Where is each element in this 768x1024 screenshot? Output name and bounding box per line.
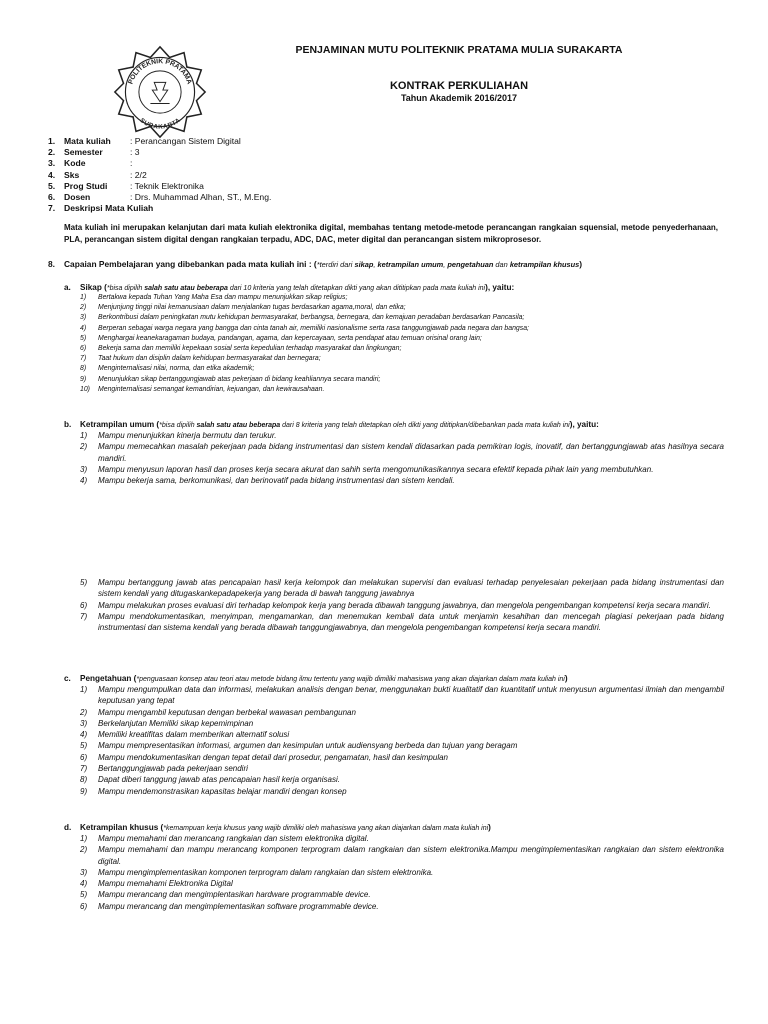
section-letter: c. xyxy=(64,674,71,683)
note-text: *bisa dipilih xyxy=(159,422,197,429)
list-item xyxy=(80,375,724,385)
list-item-text: Menjunjung tinggi nilai kemanusiaan dalam menjalankan tugas berdasarkan agama,moral, dan etika; xyxy=(98,304,406,312)
list-item xyxy=(80,878,724,889)
section-sikap xyxy=(64,283,724,395)
list-item-number: 9) xyxy=(80,786,88,796)
list-item xyxy=(80,611,724,634)
capaian-note xyxy=(316,259,583,269)
info-label: Sks xyxy=(64,169,80,180)
list-item-number: 2) xyxy=(80,845,88,855)
info-num: 4. xyxy=(48,169,56,180)
info-row xyxy=(48,181,728,192)
list-item-text: Berperan sebagai warga negara yang bangga dan cinta tanah air, memiliki nasionalisme serta rasa tanggungjawab pada negara dan bangsa; xyxy=(98,324,529,332)
list-item xyxy=(80,707,724,718)
list-item-number: 5) xyxy=(80,890,88,900)
course-info xyxy=(48,136,728,214)
list-item-number: 1) xyxy=(80,431,88,440)
list-item-text: Mampu memahami dan merancang rangkaian dan sistem elektronika digital. xyxy=(98,834,369,843)
capaian-heading xyxy=(48,259,728,269)
info-num: 2. xyxy=(48,147,56,158)
section-note xyxy=(159,422,570,429)
list-item-text: Menginternalisasi nilai, norma, dan etika akademik; xyxy=(98,365,255,373)
list-item-number: 5) xyxy=(80,334,87,342)
list-item-number: 3) xyxy=(80,867,88,877)
info-label: Kode xyxy=(64,158,86,169)
section-note xyxy=(107,285,485,292)
list-item-text: Mampu mengumpulkan data dan informasi, melakukan analisis dengan benar, menggunakan bukti kualitatif dan kuantitatif untuk menyusun argumentasi ilmiah dan mengambil keputusan yang tepat xyxy=(98,685,724,706)
section-suffix: ), yaitu: xyxy=(485,283,515,292)
info-row xyxy=(48,136,728,147)
info-num: 6. xyxy=(48,191,56,202)
info-num: 1. xyxy=(48,136,56,146)
info-num: 7. xyxy=(48,203,56,214)
section-ketrampilan-khusus xyxy=(64,823,724,912)
note-bold: pengetahuan xyxy=(447,260,494,269)
list-item xyxy=(80,786,724,797)
list-item-text: Mampu mendemonstrasikan kapasitas belajar mandiri dengan konsep xyxy=(98,786,347,796)
list-item xyxy=(80,889,724,900)
ketrampilan-khusus-list xyxy=(80,833,724,912)
list-item-text: Mampu mendokumentasikan, menyimpan, mengamankan, dan menemukan kembali data untuk menjamin kesahihan dan mencegah plagiasi pekerjaan pada bidang instrumentasi dan sistema kendali yang berada dibawah tanggungjawabnya, dan mengelola pengembangan kompetensi kerja secara mandiri. xyxy=(98,611,724,633)
section-title: Ketrampilan khusus ( xyxy=(80,823,164,832)
list-item xyxy=(80,324,724,334)
list-item-text: Memiliki kreatifitas dalam memberikan alternatif solusi xyxy=(98,730,290,740)
list-item-number: 7) xyxy=(80,611,88,621)
list-item-number: 5) xyxy=(80,741,88,751)
list-item-number: 4) xyxy=(80,879,88,889)
academic-year: Tahun Akademik 2016/2017 xyxy=(400,93,518,103)
list-item xyxy=(80,334,724,344)
list-item-number: 3) xyxy=(80,314,87,322)
note-text: , xyxy=(443,260,448,269)
list-item-number: 1) xyxy=(80,685,88,694)
list-item-text: Menunjukkan sikap bertanggungjawab atas pekerjaan di bidang keahliannya secara mandiri; xyxy=(98,375,381,383)
list-item xyxy=(80,344,724,354)
note-text: , xyxy=(373,260,378,269)
note-bold: ketrampilan khusus xyxy=(509,260,580,269)
list-item-number: 6) xyxy=(80,345,87,353)
list-item xyxy=(80,354,724,364)
list-item xyxy=(80,833,724,844)
list-item-number: 3) xyxy=(80,718,88,728)
list-item xyxy=(80,303,724,313)
capaian-text: Capaian Pembelajaran yang dibebankan pada mata kuliah ini : ( xyxy=(64,259,317,269)
section-ketrampilan-umum-continued xyxy=(64,576,724,633)
sikap-list xyxy=(80,293,724,395)
section-letter: b. xyxy=(64,420,72,429)
list-item xyxy=(80,774,724,785)
section-suffix: ), yaitu: xyxy=(569,420,599,429)
info-row xyxy=(48,192,728,203)
list-item xyxy=(80,867,724,878)
list-item-number: 9) xyxy=(80,375,87,383)
list-item xyxy=(80,684,724,707)
list-item xyxy=(80,763,724,774)
list-item-text: Mampu memahami Elektronika Digital xyxy=(98,879,233,889)
list-item xyxy=(80,752,724,763)
info-label: Dosen xyxy=(64,191,91,202)
section-letter: d. xyxy=(64,823,72,832)
list-item-number: 7) xyxy=(80,355,87,363)
list-item-text: Berkontribusi dalam peningkatan mutu kehidupan bermasyarakat, berbangsa, bernegara, dan kemajuan peradaban berdasarkan Pancasila; xyxy=(98,314,525,322)
section-note: *penguasaan konsep atau teori atau metode bidang ilmu tertentu yang wajib dimiliki mahasiswa yang akan diajarkan dalam mata kuliah ini xyxy=(136,676,565,683)
list-item xyxy=(80,464,724,475)
list-item xyxy=(80,600,724,611)
list-item-number: 8) xyxy=(80,365,87,373)
list-item-number: 6) xyxy=(80,752,88,762)
info-value: : 2/2 xyxy=(130,169,147,180)
section-pengetahuan xyxy=(64,674,724,797)
info-row xyxy=(48,158,728,169)
note-text: *terdiri dari xyxy=(316,260,355,269)
section-title: Pengetahuan ( xyxy=(80,674,137,683)
section-suffix: ) xyxy=(564,674,568,683)
list-item-text: Berkelanjutan Memiliki sikap kepemimpinan xyxy=(98,718,254,728)
list-item-number: 6) xyxy=(80,600,88,610)
document-title: KONTRAK PERKULIAHAN xyxy=(389,80,529,92)
info-row xyxy=(48,203,728,214)
list-item xyxy=(80,740,724,751)
section-heading xyxy=(64,283,724,292)
list-item-text: Mampu merancang dan mengimplementasikan software programmable device. xyxy=(98,901,379,911)
info-row xyxy=(48,170,728,181)
institution-logo xyxy=(112,44,208,140)
list-item-text: Menginternalisasi semangat kemandirian, kejuangan, dan kewirausahaan. xyxy=(98,385,325,393)
list-item-number: 7) xyxy=(80,764,88,774)
info-label: Deskripsi Mata Kuliah xyxy=(64,203,154,214)
list-item-number: 2) xyxy=(80,304,87,312)
list-item-text: Mampu bertanggung jawab atas pencapaian hasil kerja kelompok dan melakukan supervisi dan evaluasi terhadap penyelesaian pekerjaan pada bidang instrumentasi dan sistem kendali yang ditugaskankepadapekerja yang berada di bawah tanggung jawabnya xyxy=(98,578,724,599)
list-item-number: 2) xyxy=(80,442,88,452)
list-item-number: 1) xyxy=(80,834,88,843)
list-item xyxy=(80,441,724,464)
list-item-number: 10) xyxy=(80,385,90,393)
info-label: Semester xyxy=(64,147,103,158)
list-item-text: Mampu memahami dan mampu merancang komponen terprogram dalam rangkaian dan sistem elektronika.Mampu mengimplementasikan rangkaian dan sistem elektronika digital. xyxy=(98,845,724,866)
ketrampilan-umum-list-continued xyxy=(80,577,724,633)
list-item-text: Bekerja sama dan memiliki kepekaan sosial serta kepedulian terhadap masyarakat dan lingkungan; xyxy=(98,345,402,353)
note-bold: ketrampilan umum xyxy=(377,260,444,269)
list-item-number: 6) xyxy=(80,901,88,911)
list-item-text: Mampu mempresentasikan informasi, argumen dan kesimpulan untuk audiensyang berbeda dan tujuan yang beragam xyxy=(98,741,518,751)
info-value: : 3 xyxy=(130,147,140,158)
list-item xyxy=(80,475,724,486)
list-item xyxy=(80,577,724,600)
course-description: Mata kuliah ini merupakan kelanjutan dari mata kuliah elektronika digital, membahas tentang metode-metode perancangan rangkaian squensial, metode penyederhanaan, PLA, perancangan sistem digital dengan rangkaian terpadu, ADC, DAC, meter digital dan perancangan sistem mikroprosesor. xyxy=(64,223,718,244)
list-item-number: 4) xyxy=(80,730,88,740)
note-bold: salah satu atau beberapa xyxy=(144,285,228,292)
list-item-text: Mampu melakukan proses evaluasi diri terhadap kelompok kerja yang berada dibawah tanggung jawabnya, dan mengelola pengembangan kompetensi kerja secara mandiri. xyxy=(98,600,711,610)
note-bold: salah satu atau beberapa xyxy=(196,422,281,429)
logo-text-top: POLITEKNIK PRATAMA xyxy=(127,58,193,86)
note-text: dari 10 kriteria yang telah ditetapkan dikti yang akan dititipkan pada mata kuliah ini xyxy=(227,285,486,292)
list-item-text: Mampu memecahkan masalah pekerjaan pada bidang instrumentasi dan sistem kendali didasarkan pada pemikiran logis, inovatif, dan bertanggungjawab atas hasilnya secara mandiri. xyxy=(98,442,724,463)
list-item-number: 3) xyxy=(80,464,88,474)
info-num: 3. xyxy=(48,158,56,169)
list-item xyxy=(80,364,724,374)
note-bold: sikap xyxy=(354,260,374,269)
list-item xyxy=(80,901,724,912)
list-item-text: Mampu mendokumentasikan dengan tepat detail dari prosedur, pengamatan, hasil dan kesimpulan xyxy=(98,752,448,762)
ketrampilan-umum-list xyxy=(80,430,724,486)
capaian-close: ) xyxy=(579,259,583,269)
info-value: : xyxy=(130,158,133,169)
list-item-text: Bertanggungjawab pada pekerjaan sendiri xyxy=(98,764,248,774)
list-item-text: Mampu bekerja sama, berkomunikasi, dan berinovatif pada bidang instrumentasi dan sistem kendali. xyxy=(98,476,455,486)
list-item xyxy=(80,729,724,740)
list-item-text: Bertakwa kepada Tuhan Yang Maha Esa dan mampu menunjukkan sikap religius; xyxy=(98,294,348,301)
section-ketrampilan-umum xyxy=(64,420,724,486)
info-value: : Drs. Muhammad Alhan, ST., M.Eng. xyxy=(130,191,272,202)
list-item-text: Mampu menyusun laporan hasil dan proses kerja secara akurat dan sahih serta mengomunikasikannya secara efektif kepada pihak lain yang membutuhkan. xyxy=(98,464,654,474)
section-heading xyxy=(64,420,724,429)
info-label: Prog Studi xyxy=(64,180,108,191)
capaian-num: 8. xyxy=(48,259,55,269)
section-title: Ketrampilan umum ( xyxy=(80,420,160,429)
list-item-text: Taat hukum dan disiplin dalam kehidupan bermasyarakat dan bernegara; xyxy=(98,355,321,363)
list-item xyxy=(80,313,724,323)
list-item xyxy=(80,718,724,729)
section-note: *kemampuan kerja khusus yang wajib dimiliki oleh mahasiswa yang akan diajarkan dalam mata kuliah ini xyxy=(163,825,489,832)
institution-name: PENJAMINAN MUTU POLITEKNIK PRATAMA MULIA SURAKARTA xyxy=(295,44,623,56)
list-item-number: 8) xyxy=(80,775,88,785)
note-text: *bisa dipilih xyxy=(106,285,145,292)
section-letter: a. xyxy=(64,283,71,292)
section-heading xyxy=(64,823,724,832)
list-item xyxy=(80,844,724,867)
info-row xyxy=(48,147,728,158)
logo-text-bottom: SURAKARTA xyxy=(138,117,182,131)
info-value: : Perancangan Sistem Digital xyxy=(130,136,241,146)
list-item-text: Mampu merancang dan mengimplentasikan hardware programmable device. xyxy=(98,890,371,900)
list-item-text: Mampu menunjukkan kinerja bermutu dan terukur. xyxy=(98,431,277,440)
list-item-number: 5) xyxy=(80,578,88,587)
list-item-text: Menghargai keanekaragaman budaya, pandangan, agama, dan kepercayaan, serta pendapat atau temuan orisinal orang lain; xyxy=(98,334,482,342)
list-item-text: Dapat diberi tanggung jawab atas pencapaian hasil kerja organisasi. xyxy=(98,775,340,785)
note-text: dan xyxy=(493,260,510,269)
section-title: Sikap ( xyxy=(80,283,107,292)
section-suffix: ) xyxy=(488,823,491,832)
list-item-number: 4) xyxy=(80,476,88,486)
list-item-text: Mampu mengambil keputusan dengan berbekal wawasan pembangunan xyxy=(98,707,356,717)
info-value: : Teknik Elektronika xyxy=(130,180,204,191)
list-item xyxy=(80,385,724,395)
list-item-text: Mampu mengimplementasikan komponen terprogram dalam rangkaian dan sistem elektronika. xyxy=(98,867,434,877)
list-item-number: 4) xyxy=(80,324,87,332)
list-item-number: 1) xyxy=(80,294,87,301)
list-item-number: 2) xyxy=(80,707,88,717)
list-item xyxy=(80,293,724,303)
list-item xyxy=(80,430,724,441)
pengetahuan-list xyxy=(80,684,724,797)
info-num: 5. xyxy=(48,180,56,191)
section-heading xyxy=(64,674,724,683)
note-text: dari 8 kriteria yang telah ditetapkan oleh dikti yang dititipkan/dibebankan pada mata kuliah ini xyxy=(280,422,570,429)
info-label: Mata kuliah xyxy=(64,136,111,146)
